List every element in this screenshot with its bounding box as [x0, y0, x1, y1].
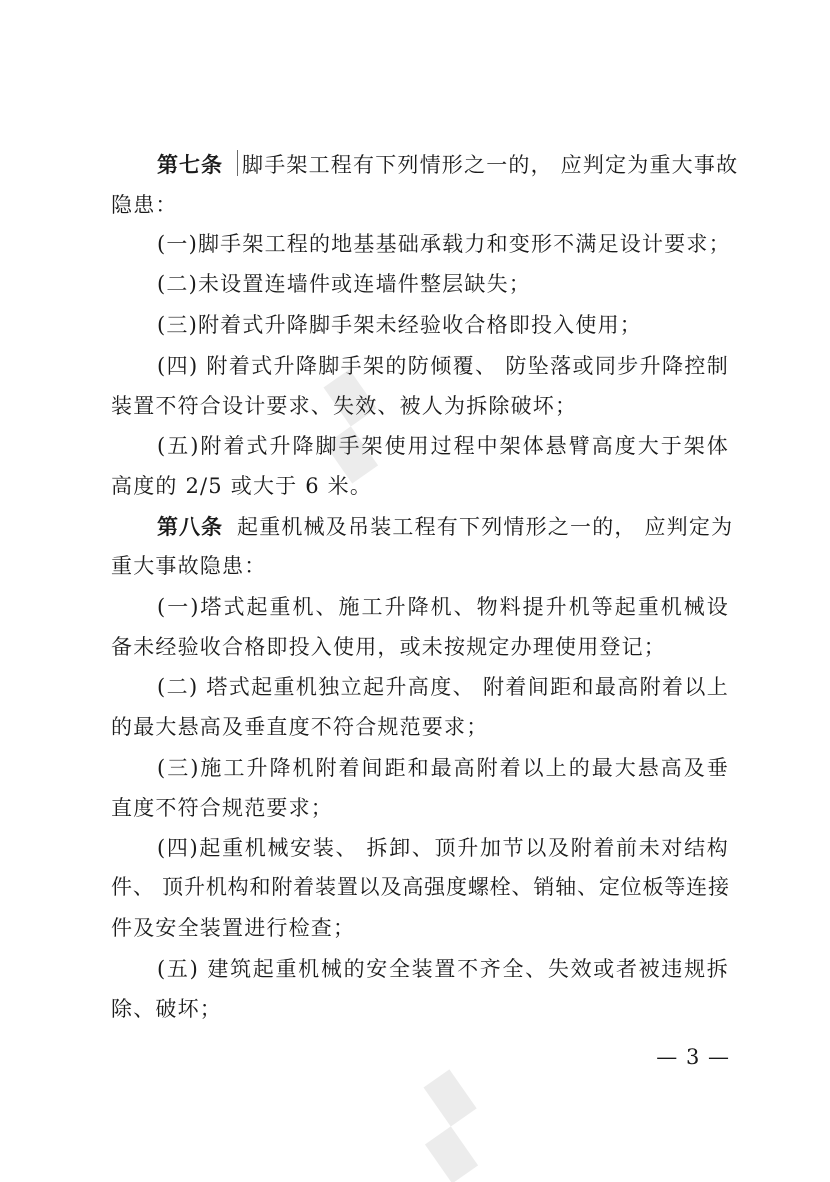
article-8-item-3-line-1: (三)施工升降机附着间距和最高附着以上的最大悬高及垂 [157, 756, 729, 780]
article-8-item-4-line-1: (四)起重机械安装、 拆卸、顶升加节以及附着前未对结构 [157, 836, 729, 860]
article-7-line-1: 第七条 脚手架工程有下列情形之一的， 应判定为重大事故 [157, 150, 729, 179]
article-7-item-1: (一)脚手架工程的地基基础承载力和变形不满足设计要求； [157, 232, 731, 256]
article-8-item-4-line-3: 件及安全装置进行检查； [111, 916, 356, 940]
watermark-mark: ▞ [398, 1070, 503, 1182]
article-8-item-4-line-2: 件、 顶升机构和附着装置以及高强度螺栓、销轴、定位板等连接 [111, 875, 729, 899]
watermark-mark: ▞ [298, 370, 403, 483]
article-7-item-4-line-2: 装置不符合设计要求、失效、被人为拆除破坏； [111, 394, 578, 418]
article-7-heading: 第七条 [157, 153, 223, 177]
article-7-line-2: 隐患： [111, 193, 178, 217]
article-7-item-5-line-2: 高度的 2/5 或大于 6 米。 [111, 474, 373, 498]
article-7-item-4-line-1: (四) 附着式升降脚手架的防倾覆、 防坠落或同步升降控制 [157, 354, 729, 378]
article-8-item-1-line-2: 备未经验收合格即投入使用，或未按规定办理使用登记； [111, 635, 666, 659]
article-8-item-5-line-1: (五) 建筑起重机械的安全装置不齐全、失效或者被违规拆 [157, 957, 729, 981]
article-7-item-5-line-1: (五)附着式升降脚手架使用过程中架体悬臂高度大于架体 [157, 434, 729, 458]
article-8-line-2: 重大事故隐患： [111, 554, 267, 578]
article-8-item-2-line-1: (二) 塔式起重机独立起升高度、 附着间距和最高附着以上 [157, 675, 729, 699]
article-8-item-1-line-1: (一)塔式起重机、施工升降机、物料提升机等起重机械设 [157, 595, 729, 619]
article-7-item-3: (三)附着式升降脚手架未经验收合格即投入使用； [157, 313, 642, 337]
text-cursor-icon [237, 150, 238, 176]
article-8-item-3-line-2: 直度不符合规范要求； [111, 796, 333, 820]
article-8-line-1: 第八条 起重机械及吊装工程有下列情形之一的， 应判定为 [157, 515, 734, 539]
article-8-heading: 第八条 [157, 515, 223, 539]
article-8-item-5-line-2: 除、破坏； [111, 997, 222, 1021]
page-number: — 3 — [656, 1045, 730, 1069]
article-7-item-2: (二)未设置连墙件或连墙件整层缺失； [157, 272, 531, 296]
article-8-item-2-line-2: 的最大悬高及垂直度不符合规范要求； [111, 715, 489, 739]
